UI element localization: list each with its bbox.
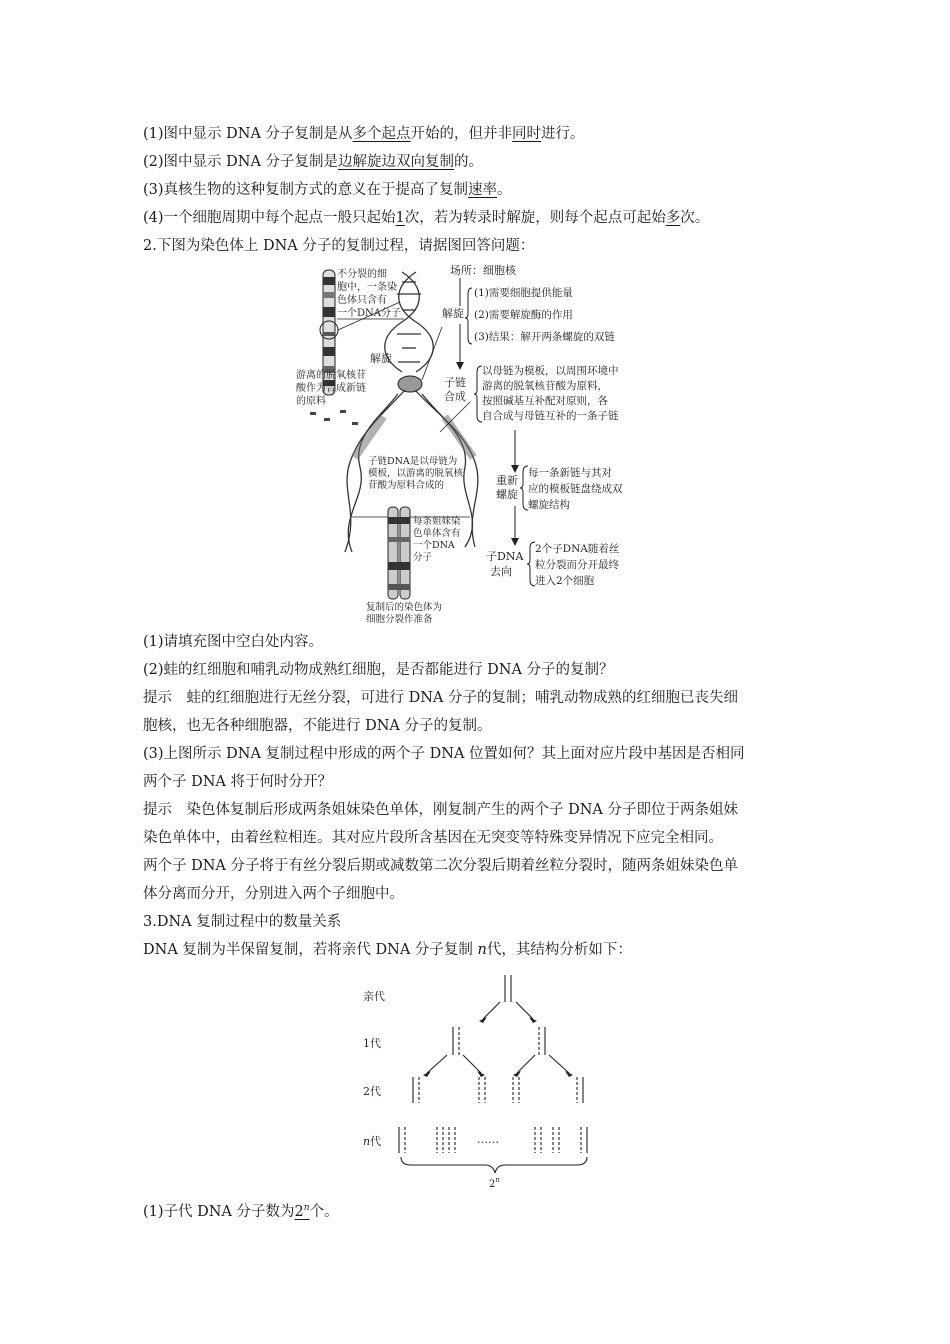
- site-label: 场所：细胞核: [450, 264, 516, 277]
- answer-blank: 边解旋边: [338, 154, 397, 170]
- text: (1)子代 DNA 分子数为: [143, 1203, 295, 1220]
- synth-title-1: 子链: [444, 376, 466, 389]
- section-2-heading: 2.下图为染色体上 DNA 分子的复制过程，请据图回答问题：: [143, 238, 535, 254]
- text: 。: [497, 182, 512, 198]
- text-line-2: [143, 152, 483, 172]
- answer-blank: 双向复制: [396, 154, 455, 170]
- exponent-n: n: [303, 1203, 310, 1213]
- after-note-2: 细胞分裂作准备: [366, 614, 433, 625]
- fate-title-1: 子DNA: [486, 550, 524, 563]
- answer-blank: 多: [665, 210, 681, 226]
- text: 代，其结构分析如下：: [486, 942, 632, 958]
- daughter-note-1: 子链DNA是以母链为: [368, 456, 458, 467]
- free-note-3: 的原料: [296, 396, 326, 407]
- gen0-label: 亲代: [363, 990, 385, 1003]
- text: 的。: [454, 154, 484, 170]
- rewind-text-3: 螺旋结构: [528, 499, 570, 511]
- synth-text-2: 游离的脱氧核苷酸为原料，: [482, 380, 608, 392]
- synth-text-1: 以母链为模板，以周围环境中: [482, 365, 619, 377]
- text: DNA 复制为半保留复制，若将亲代 DNA 分子复制: [143, 942, 478, 958]
- arrowheads: [423, 1017, 573, 1077]
- count-label: [489, 1176, 500, 1190]
- section-3-heading: 3.DNA 复制过程中的数量关系: [143, 914, 342, 930]
- unwind-label: 解旋: [370, 352, 392, 365]
- fate-text-3: 进入2个细胞: [535, 575, 595, 587]
- answer-blank: 1: [395, 210, 405, 226]
- replication-generations-diagram: [355, 967, 605, 1192]
- fate-text-1: 2个子DNA随着丝: [535, 543, 620, 555]
- unwind2-label: 解旋: [442, 307, 464, 320]
- ellipsis: ……: [477, 1133, 499, 1146]
- synth-text-4: 自合成与母链互补的一条子链: [482, 410, 619, 422]
- fate-text-2: 粒分裂而分开最终: [535, 559, 619, 571]
- chrom-note-4: 一个DNA分子: [337, 308, 401, 319]
- text-line-1: [143, 124, 585, 144]
- text: 2: [294, 1203, 304, 1220]
- genn-label: [363, 1135, 381, 1148]
- text: 代: [370, 1135, 382, 1148]
- answer-line-1: [143, 1198, 339, 1222]
- text: (4)一个细胞周期中每个起点一般只起始: [143, 210, 396, 226]
- fate-title-2: 去向: [490, 565, 512, 578]
- chrom-note-2: 胞中，一条染: [337, 282, 397, 293]
- chrom-note-1: 不分裂的细: [337, 269, 387, 280]
- rewind-text-1: 每一条新链与其对: [528, 467, 612, 479]
- sister-note-2: 色单体含有: [413, 528, 461, 539]
- text: (3)真核生物的这种复制方式的意义在于提高了复制: [143, 182, 469, 198]
- text: 开始的，但并非: [410, 126, 513, 142]
- daughter-note-3: 苷酸为原料合成的: [368, 480, 445, 491]
- text: 2: [489, 1179, 496, 1190]
- nucleotide-icons: [310, 410, 358, 425]
- replicated-chromosome-icon: [388, 507, 410, 599]
- text: 进行。: [541, 126, 585, 142]
- text-line-3: [143, 180, 512, 200]
- question-1: (1)请填充图中空白处内容。: [143, 634, 324, 650]
- text: 次。: [680, 210, 710, 226]
- answer-blank: 速率: [468, 182, 498, 198]
- unwind-item-1: (1)需要细胞提供能量: [474, 287, 573, 299]
- question-3-line-1: (3)上图所示 DNA 复制过程中形成的两个子 DNA 位置如何？其上面对应片段中基因是否相同: [143, 746, 745, 762]
- daughter-strand-shading: [351, 414, 476, 460]
- rewind-title-2: 螺旋: [496, 488, 518, 501]
- chrom-note-3: 色体只含有: [337, 295, 387, 306]
- gen2-label: 2代: [363, 1085, 381, 1098]
- dna-replication-figure: [290, 262, 665, 628]
- hint-3-line-3: 两个子 DNA 分子将于有丝分裂后期或减数第二次分裂后期着丝粒分裂时，随两条姐妹染色单: [143, 858, 738, 874]
- free-note-1: 游离的脱氧核苷: [296, 370, 366, 381]
- unwind-item-2: (2)需要解旋酶的作用: [474, 309, 573, 321]
- after-note-1: 复制后的染色体为: [366, 602, 443, 613]
- hint-3-line-4: 体分离而分开，分别进入两个子细胞中。: [143, 886, 404, 902]
- answer-blank: 多个起点: [352, 126, 411, 142]
- helicase-icon: [398, 376, 422, 392]
- hint-3-line-1: 提示 染色体复制后形成两条姐妹染色单体，刚复制产生的两个子 DNA 分子即位于两条姐妹: [143, 802, 738, 818]
- text: 个。: [309, 1203, 339, 1220]
- variable-n: n: [363, 1135, 371, 1148]
- daughter-note-2: 模板，以游离的脱氧核: [368, 468, 464, 479]
- question-3-line-2: 两个子 DNA 将于何时分开？: [143, 774, 333, 790]
- sister-note-1: 每条姐妹染: [413, 516, 461, 527]
- hint-2-line-1: 提示 蛙的红细胞进行无丝分裂，可进行 DNA 分子的复制；哺乳动物成熟的红细胞已丧失细: [143, 690, 738, 706]
- text: 次，若为转录时解旋，则每个起点可起始: [404, 210, 666, 226]
- text: (2)图中显示 DNA 分子复制是: [143, 154, 339, 170]
- unwind-item-3: (3)结果：解开两条螺旋的双链: [474, 331, 615, 343]
- synth-title-2: 合成: [444, 390, 466, 403]
- section-3-intro: [143, 940, 632, 960]
- gen1-label: 1代: [363, 1037, 381, 1050]
- variable-n: n: [477, 942, 487, 958]
- exponent-n: n: [495, 1176, 500, 1184]
- text-line-4: [143, 208, 709, 228]
- sister-note-4: 分子: [413, 552, 433, 563]
- rewind-text-2: 应的模板链盘绕成双: [528, 483, 623, 495]
- hint-2-line-2: 胞核，也无各种细胞器，不能进行 DNA 分子的复制。: [143, 718, 492, 734]
- question-2: (2)蛙的红细胞和哺乳动物成熟红细胞，是否都能进行 DNA 分子的复制？: [143, 662, 614, 678]
- answer-blank: [295, 1204, 310, 1220]
- synth-text-3: 按照碱基互补配对原则，各: [482, 395, 608, 407]
- sister-note-3: 一个DNA: [413, 540, 455, 551]
- hint-3-line-2: 染色单体中，由着丝粒相连。其对应片段所含基因在无突变等特殊变异情况下应完全相同。: [143, 830, 723, 846]
- text: (1)图中显示 DNA 分子复制是从: [143, 126, 353, 142]
- rewind-title-1: 重新: [496, 474, 518, 487]
- answer-blank: 同时: [512, 126, 542, 142]
- free-note-2: 酸作为合成新链: [296, 383, 366, 394]
